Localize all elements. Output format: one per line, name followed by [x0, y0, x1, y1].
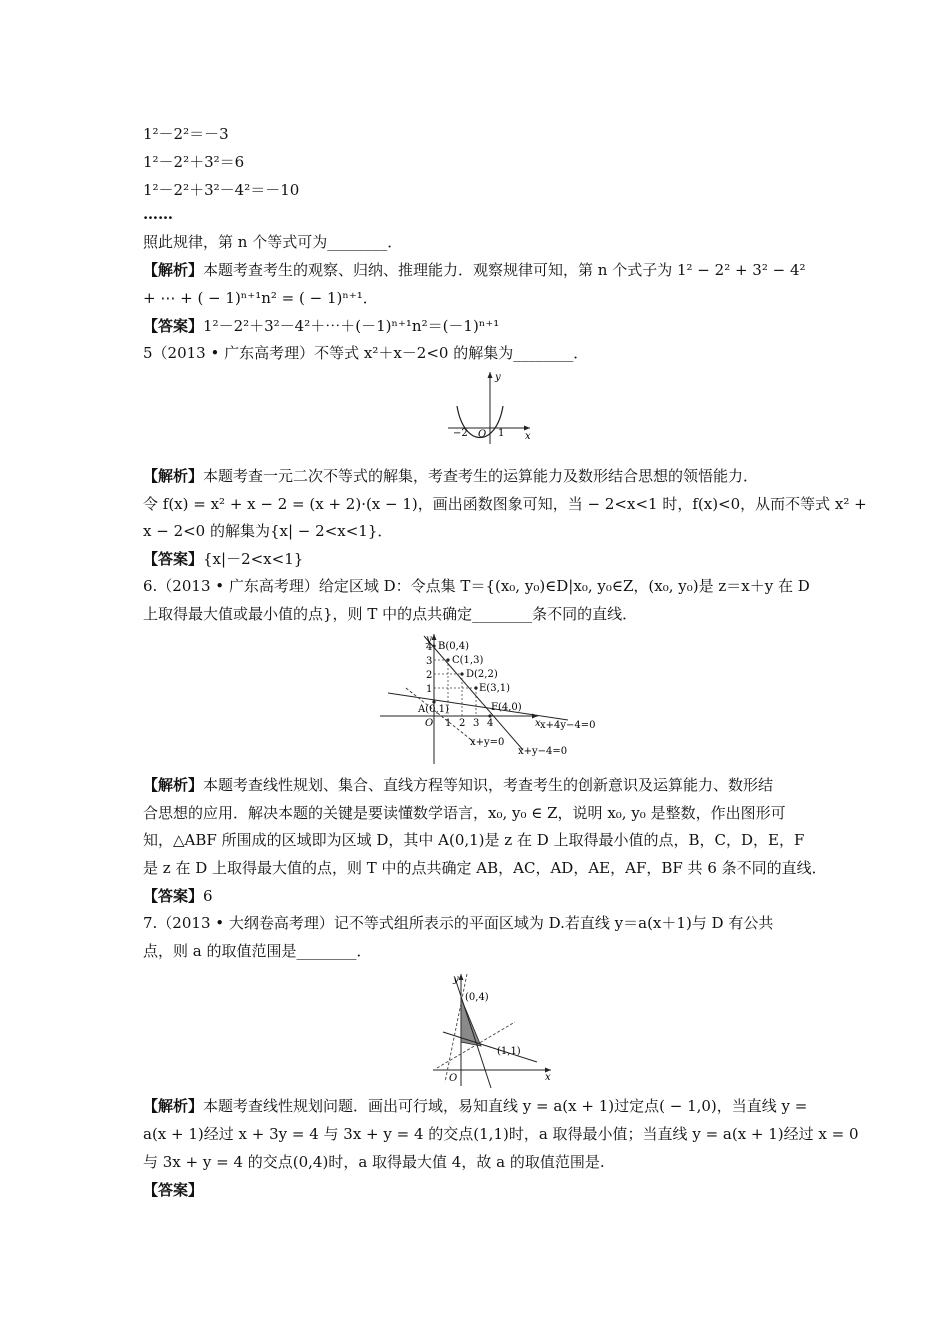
analysis-label: 【解析】 — [143, 261, 204, 279]
ytick-2: 2 — [426, 670, 433, 681]
y-label: y — [495, 372, 501, 383]
line-y-a-x-plus-1-shallow — [437, 1022, 515, 1068]
answer-label: 【答案】 — [143, 887, 204, 905]
q4-analysis-line1 — [143, 260, 806, 280]
q6-answer — [143, 886, 213, 906]
line2-label: x+y=0 — [470, 737, 505, 748]
y-label: y — [426, 634, 432, 645]
q4-dots: …… — [143, 205, 173, 223]
point-C-label: C(1,3) — [452, 655, 484, 666]
q6-question-line2: 上取得最大值或最小值的点}，则 T 中的点共确定________条不同的直线． — [143, 605, 638, 623]
point-B-label: B(0,4) — [438, 641, 470, 652]
q7-answer-label: 【答案】 — [143, 1181, 204, 1199]
q5-parabola-graph — [440, 368, 540, 448]
q4-answer — [143, 316, 499, 336]
analysis-label: 【解析】 — [143, 1097, 204, 1115]
tick-neg2: −2 — [453, 428, 468, 439]
answer-text: {x|－2<x<1} — [203, 550, 304, 568]
x-label: x — [535, 718, 541, 729]
line-x-plus-y-0 — [406, 688, 474, 742]
line1-label: x+4y−4=0 — [540, 720, 596, 731]
q7-question-line2: 点，则 a 的取值范围是________． — [143, 942, 372, 960]
point-0-4-label: (0,4) — [465, 992, 489, 1003]
origin-label: O — [478, 429, 487, 440]
point-D-label: D(2,2) — [466, 669, 498, 680]
xtick-2: 2 — [459, 718, 466, 729]
q6-analysis-line4: 是 z 在 D 上取得最大值的点，则 T 中的点共确定 AB，AC，AD，AE，AF，BF 共 6 条不同的直线． — [143, 859, 827, 877]
point-1-1-label: (1,1) — [497, 1046, 521, 1057]
q7-analysis-line3: 与 3x + y = 4 的交点(0,4)时，a 取得最大值 4，故 a 的取值范围是. — [143, 1153, 605, 1171]
answer-text: 6 — [203, 887, 213, 905]
q6-question-line1: 6.（2013 • 广东高考理）给定区域 D：令点集 T＝{(x₀, y₀)∈D|x₀, y₀∈Z，(x₀, y₀)是 z＝x＋y 在 D — [143, 577, 810, 595]
q5-analysis-line2: 令 f(x) = x² + x − 2 = (x + 2)·(x − 1)，画出函数图象可知，当 − 2<x<1 时，f(x)<0，从而不等式 x² + — [143, 495, 867, 513]
answer-text: 1²－2²＋3²－4²＋⋯＋(－1)ⁿ⁺¹n²＝(－1)ⁿ⁺¹ — [203, 317, 500, 335]
q7-region-graph — [425, 970, 555, 1090]
analysis-text: 本题考查考生的观察、归纳、推理能力．观察规律可知，第 n 个式子为 1² − 2² + 3² − 4² — [203, 261, 806, 279]
analysis-label: 【解析】 — [143, 467, 204, 485]
q5-analysis-line1 — [143, 466, 758, 486]
analysis-text: 本题考查线性规划、集合、直线方程等知识，考查考生的创新意识及运算能力、数形结 — [203, 776, 774, 794]
x-label: x — [525, 431, 531, 442]
q5-question: 5（2013 • 广东高考理）不等式 x²＋x－2<0 的解集为________． — [143, 344, 589, 362]
xtick-1: 1 — [445, 718, 452, 729]
ytick-3: 3 — [426, 656, 433, 667]
q4-analysis-line2: + ⋯ + ( − 1)ⁿ⁺¹n² = ( − 1)ⁿ⁺¹． — [143, 289, 378, 307]
q6-region-graph — [378, 630, 608, 765]
q5-answer — [143, 549, 303, 569]
analysis-label: 【解析】 — [143, 776, 204, 794]
answer-label: 【答案】 — [143, 550, 204, 568]
point-E-label: E(3,1) — [479, 683, 511, 694]
y-axis-arrow — [488, 372, 493, 378]
line3-label: x+y−4=0 — [518, 746, 568, 757]
tick-1: 1 — [498, 428, 505, 439]
q7-analysis-line2: a(x + 1)经过 x + 3y = 4 与 3x + y = 4 的交点(1,1)时，a 取得最小值；当直线 y = a(x + 1)经过 x = 0 — [143, 1125, 859, 1143]
x-label: x — [545, 1072, 551, 1083]
q5-analysis-line3: x − 2<0 的解集为{x| − 2<x<1}． — [143, 522, 393, 540]
point-F-label: F(4,0) — [491, 702, 522, 713]
q4-eq3: 1²－2²＋3²－4²＝－10 — [143, 181, 300, 199]
q6-analysis-line2: 合思想的应用．解决本题的关键是要读懂数学语言，x₀, y₀ ∈ Z，说明 x₀, y₀ 是整数，作出图形可 — [143, 804, 786, 822]
q6-analysis-line1 — [143, 775, 773, 795]
q7-analysis-line1 — [143, 1096, 807, 1116]
xtick-4: 4 — [487, 718, 494, 729]
y-axis-arrow — [459, 974, 464, 980]
x-axis-arrow — [524, 426, 530, 431]
y-axis-arrow — [432, 634, 437, 640]
q4-eq1: 1²－2²＝－3 — [143, 125, 229, 143]
q7-question-line1: 7.（2013 • 大纲卷高考理）记不等式组所表示的平面区域为 D.若直线 y＝a(x＋1)与 D 有公共 — [143, 914, 774, 932]
q6-analysis-line3: 知，△ABF 所围成的区域即为区域 D，其中 A(0,1)是 z 在 D 上取得最小值的点，B，C，D，E，F — [143, 831, 805, 849]
y-label: y — [453, 974, 459, 985]
analysis-text: 本题考查一元二次不等式的解集，考查考生的运算能力及数形结合思想的领悟能力． — [203, 467, 759, 485]
analysis-text: 本题考查线性规划问题．画出可行域，易知直线 y = a(x + 1)过定点( − 1,0)，当直线 y = — [203, 1097, 808, 1115]
ytick-1: 1 — [426, 684, 433, 695]
ytick-4: 4 — [426, 642, 433, 653]
point-A-label: A(0,1) — [418, 704, 449, 715]
origin-label: O — [449, 1073, 458, 1084]
xtick-3: 3 — [473, 718, 480, 729]
origin-label: O — [425, 718, 434, 729]
answer-label: 【答案】 — [143, 317, 204, 335]
q4-question: 照此规律，第 n 个等式可为________． — [143, 233, 403, 251]
q4-eq2: 1²－2²＋3²＝6 — [143, 153, 245, 171]
